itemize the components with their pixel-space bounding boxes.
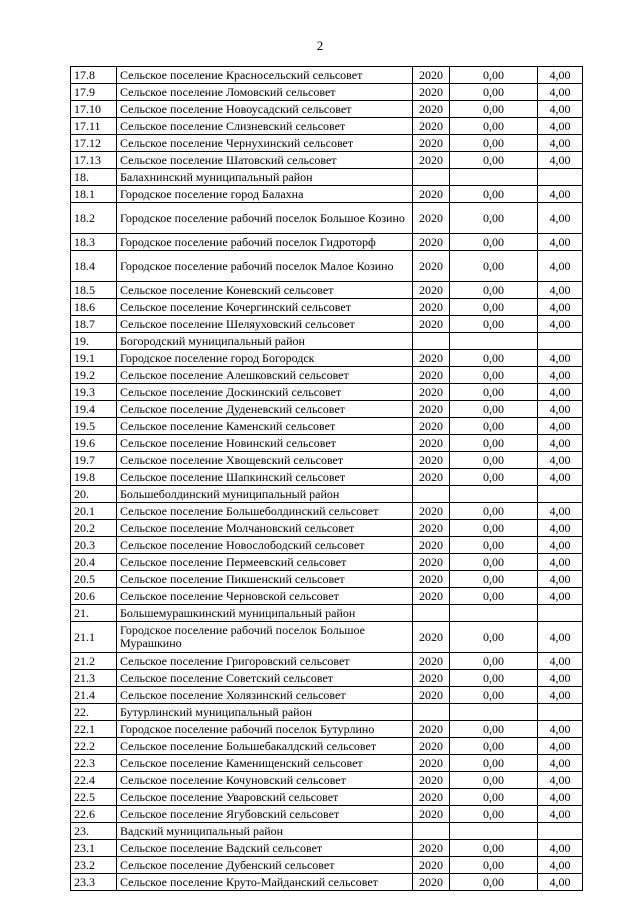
value-2-cell: 4,00 [538, 520, 583, 537]
value-1-cell: 0,00 [450, 554, 538, 571]
value-1-cell: 0,00 [450, 503, 538, 520]
row-number-cell: 20.5 [71, 571, 117, 588]
table-row [71, 588, 583, 605]
row-number-cell: 22.4 [71, 772, 117, 789]
year-cell: 2020 [413, 367, 450, 384]
value-1-cell: 0,00 [450, 251, 538, 282]
table-row [71, 670, 583, 687]
value-2-cell: 4,00 [538, 738, 583, 755]
table-row [71, 755, 583, 772]
table-row [71, 452, 583, 469]
settlement-name-cell: Сельское поселение Каменский сельсовет [117, 418, 413, 435]
value-1-cell: 0,00 [450, 452, 538, 469]
year-cell [413, 605, 450, 622]
settlement-name-cell: Сельское поселение Советский сельсовет [117, 670, 413, 687]
table-row [71, 135, 583, 152]
year-cell: 2020 [413, 67, 450, 84]
settlement-name-cell: Сельское поселение Вадский сельсовет [117, 840, 413, 857]
settlement-name-cell: Балахнинский муниципальный район [117, 169, 413, 186]
table-row [71, 520, 583, 537]
value-1-cell: 0,00 [450, 653, 538, 670]
value-1-cell [450, 704, 538, 721]
year-cell: 2020 [413, 571, 450, 588]
table-row [71, 823, 583, 840]
settlements-table [70, 66, 583, 891]
year-cell: 2020 [413, 721, 450, 738]
table-row [71, 503, 583, 520]
row-number-cell: 21.1 [71, 622, 117, 653]
row-number-cell: 23.2 [71, 857, 117, 874]
settlement-name-cell: Сельское поселение Слизневский сельсовет [117, 118, 413, 135]
row-number-cell: 19.8 [71, 469, 117, 486]
value-2-cell: 4,00 [538, 435, 583, 452]
year-cell: 2020 [413, 452, 450, 469]
table-row [71, 687, 583, 704]
year-cell: 2020 [413, 687, 450, 704]
row-number-cell: 18. [71, 169, 117, 186]
settlement-name-cell: Сельское поселение Большеболдинский сельсовет [117, 503, 413, 520]
settlement-name-cell: Городское поселение город Балахна [117, 186, 413, 203]
year-cell [413, 823, 450, 840]
row-number-cell: 20.4 [71, 554, 117, 571]
value-1-cell: 0,00 [450, 203, 538, 234]
row-number-cell: 18.2 [71, 203, 117, 234]
row-number-cell: 18.7 [71, 316, 117, 333]
value-1-cell: 0,00 [450, 234, 538, 251]
row-number-cell: 22.1 [71, 721, 117, 738]
row-number-cell: 19.2 [71, 367, 117, 384]
year-cell: 2020 [413, 537, 450, 554]
year-cell: 2020 [413, 840, 450, 857]
row-number-cell: 18.3 [71, 234, 117, 251]
value-1-cell: 0,00 [450, 755, 538, 772]
value-1-cell: 0,00 [450, 350, 538, 367]
settlement-name-cell: Сельское поселение Чернухинский сельсовет [117, 135, 413, 152]
settlement-name-cell: Сельское поселение Алешковский сельсовет [117, 367, 413, 384]
settlement-name-cell: Сельское поселение Кочергинский сельсовет [117, 299, 413, 316]
value-1-cell: 0,00 [450, 101, 538, 118]
year-cell: 2020 [413, 282, 450, 299]
value-1-cell: 0,00 [450, 857, 538, 874]
settlement-name-cell: Сельское поселение Григоровский сельсовет [117, 653, 413, 670]
year-cell: 2020 [413, 118, 450, 135]
value-1-cell: 0,00 [450, 840, 538, 857]
year-cell: 2020 [413, 520, 450, 537]
value-1-cell: 0,00 [450, 67, 538, 84]
table-row [71, 152, 583, 169]
year-cell: 2020 [413, 203, 450, 234]
table-row [71, 653, 583, 670]
year-cell [413, 486, 450, 503]
settlement-name-cell: Сельское поселение Пикшенский сельсовет [117, 571, 413, 588]
value-1-cell: 0,00 [450, 571, 538, 588]
value-1-cell: 0,00 [450, 186, 538, 203]
row-number-cell: 22. [71, 704, 117, 721]
row-number-cell: 20.3 [71, 537, 117, 554]
year-cell: 2020 [413, 738, 450, 755]
value-1-cell: 0,00 [450, 738, 538, 755]
row-number-cell: 17.8 [71, 67, 117, 84]
year-cell: 2020 [413, 554, 450, 571]
settlement-name-cell: Вадский муниципальный район [117, 823, 413, 840]
settlement-name-cell: Сельское поселение Шапкинский сельсовет [117, 469, 413, 486]
value-2-cell: 4,00 [538, 418, 583, 435]
row-number-cell: 20. [71, 486, 117, 503]
settlement-name-cell: Сельское поселение Черновской сельсовет [117, 588, 413, 605]
value-1-cell: 0,00 [450, 135, 538, 152]
value-2-cell: 4,00 [538, 282, 583, 299]
value-2-cell: 4,00 [538, 687, 583, 704]
row-number-cell: 20.2 [71, 520, 117, 537]
value-1-cell: 0,00 [450, 806, 538, 823]
table-row [71, 874, 583, 891]
year-cell [413, 333, 450, 350]
year-cell: 2020 [413, 251, 450, 282]
row-number-cell: 17.11 [71, 118, 117, 135]
year-cell: 2020 [413, 135, 450, 152]
table-row [71, 571, 583, 588]
year-cell: 2020 [413, 653, 450, 670]
value-2-cell: 4,00 [538, 806, 583, 823]
table-row [71, 401, 583, 418]
year-cell: 2020 [413, 588, 450, 605]
value-2-cell: 4,00 [538, 653, 583, 670]
year-cell: 2020 [413, 622, 450, 653]
row-number-cell: 19.1 [71, 350, 117, 367]
year-cell: 2020 [413, 857, 450, 874]
value-2-cell [538, 486, 583, 503]
value-1-cell: 0,00 [450, 152, 538, 169]
row-number-cell: 21. [71, 605, 117, 622]
row-number-cell: 23.1 [71, 840, 117, 857]
value-1-cell: 0,00 [450, 622, 538, 653]
settlement-name-cell: Городское поселение город Богородск [117, 350, 413, 367]
row-number-cell: 19.4 [71, 401, 117, 418]
page-number: 2 [316, 38, 324, 53]
year-cell: 2020 [413, 152, 450, 169]
value-1-cell: 0,00 [450, 435, 538, 452]
value-1-cell: 0,00 [450, 282, 538, 299]
row-number-cell: 22.6 [71, 806, 117, 823]
value-1-cell: 0,00 [450, 520, 538, 537]
settlement-name-cell: Сельское поселение Холязинский сельсовет [117, 687, 413, 704]
value-1-cell [450, 823, 538, 840]
value-2-cell: 4,00 [538, 874, 583, 891]
value-2-cell: 4,00 [538, 571, 583, 588]
row-number-cell: 21.4 [71, 687, 117, 704]
table-row [71, 857, 583, 874]
value-2-cell: 4,00 [538, 452, 583, 469]
value-2-cell: 4,00 [538, 135, 583, 152]
table-row [71, 203, 583, 234]
row-number-cell: 17.13 [71, 152, 117, 169]
value-2-cell: 4,00 [538, 554, 583, 571]
value-1-cell: 0,00 [450, 418, 538, 435]
table-row [71, 101, 583, 118]
value-2-cell: 4,00 [538, 622, 583, 653]
value-2-cell: 4,00 [538, 469, 583, 486]
value-2-cell: 4,00 [538, 857, 583, 874]
year-cell: 2020 [413, 772, 450, 789]
table-row [71, 704, 583, 721]
row-number-cell: 22.5 [71, 789, 117, 806]
year-cell: 2020 [413, 418, 450, 435]
settlement-name-cell: Сельское поселение Большебакалдский сельсовет [117, 738, 413, 755]
value-2-cell: 4,00 [538, 537, 583, 554]
table-row [71, 554, 583, 571]
value-2-cell [538, 823, 583, 840]
settlement-name-cell: Сельское поселение Коневский сельсовет [117, 282, 413, 299]
table-row [71, 840, 583, 857]
value-2-cell: 4,00 [538, 299, 583, 316]
table-row [71, 118, 583, 135]
value-1-cell: 0,00 [450, 316, 538, 333]
value-2-cell: 4,00 [538, 670, 583, 687]
table-row [71, 384, 583, 401]
value-2-cell: 4,00 [538, 101, 583, 118]
row-number-cell: 20.1 [71, 503, 117, 520]
settlement-name-cell: Сельское поселение Новослободский сельсовет [117, 537, 413, 554]
table-row [71, 316, 583, 333]
row-number-cell: 18.5 [71, 282, 117, 299]
settlement-name-cell: Сельское поселение Каменищенский сельсовет [117, 755, 413, 772]
value-1-cell [450, 169, 538, 186]
value-1-cell: 0,00 [450, 789, 538, 806]
settlement-name-cell: Сельское поселение Шатовский сельсовет [117, 152, 413, 169]
row-number-cell: 21.3 [71, 670, 117, 687]
value-1-cell: 0,00 [450, 469, 538, 486]
value-1-cell: 0,00 [450, 84, 538, 101]
value-1-cell: 0,00 [450, 687, 538, 704]
value-1-cell: 0,00 [450, 299, 538, 316]
value-2-cell: 4,00 [538, 503, 583, 520]
value-2-cell: 4,00 [538, 251, 583, 282]
row-number-cell: 22.2 [71, 738, 117, 755]
row-number-cell: 18.1 [71, 186, 117, 203]
row-number-cell: 19.3 [71, 384, 117, 401]
value-1-cell: 0,00 [450, 367, 538, 384]
table-row [71, 605, 583, 622]
table-row [71, 282, 583, 299]
value-1-cell: 0,00 [450, 401, 538, 418]
row-number-cell: 23.3 [71, 874, 117, 891]
table-body [71, 67, 583, 891]
year-cell: 2020 [413, 874, 450, 891]
row-number-cell: 17.10 [71, 101, 117, 118]
value-1-cell [450, 605, 538, 622]
table-row [71, 84, 583, 101]
year-cell: 2020 [413, 469, 450, 486]
row-number-cell: 17.9 [71, 84, 117, 101]
value-1-cell: 0,00 [450, 772, 538, 789]
value-1-cell: 0,00 [450, 118, 538, 135]
settlement-name-cell: Городское поселение рабочий поселок Гидроторф [117, 234, 413, 251]
table-row [71, 537, 583, 554]
year-cell: 2020 [413, 101, 450, 118]
row-number-cell: 19.6 [71, 435, 117, 452]
year-cell: 2020 [413, 234, 450, 251]
settlement-name-cell: Сельское поселение Ломовский сельсовет [117, 84, 413, 101]
row-number-cell: 18.4 [71, 251, 117, 282]
year-cell: 2020 [413, 316, 450, 333]
row-number-cell: 17.12 [71, 135, 117, 152]
value-2-cell: 4,00 [538, 588, 583, 605]
value-2-cell: 4,00 [538, 67, 583, 84]
settlement-name-cell: Сельское поселение Доскинский сельсовет [117, 384, 413, 401]
value-2-cell: 4,00 [538, 384, 583, 401]
value-2-cell: 4,00 [538, 350, 583, 367]
settlement-name-cell: Большеболдинский муниципальный район [117, 486, 413, 503]
table-row [71, 469, 583, 486]
value-1-cell: 0,00 [450, 721, 538, 738]
table-row [71, 721, 583, 738]
table-row [71, 806, 583, 823]
table-row [71, 738, 583, 755]
value-2-cell: 4,00 [538, 789, 583, 806]
year-cell: 2020 [413, 670, 450, 687]
settlement-name-cell: Сельское поселение Ягубовский сельсовет [117, 806, 413, 823]
value-2-cell [538, 704, 583, 721]
year-cell: 2020 [413, 84, 450, 101]
value-1-cell: 0,00 [450, 588, 538, 605]
table-row [71, 418, 583, 435]
value-2-cell: 4,00 [538, 84, 583, 101]
value-2-cell: 4,00 [538, 721, 583, 738]
value-2-cell: 4,00 [538, 152, 583, 169]
value-2-cell: 4,00 [538, 316, 583, 333]
value-2-cell: 4,00 [538, 118, 583, 135]
value-2-cell [538, 333, 583, 350]
settlement-name-cell: Сельское поселение Дуденевский сельсовет [117, 401, 413, 418]
year-cell: 2020 [413, 755, 450, 772]
table-row [71, 299, 583, 316]
table-row [71, 789, 583, 806]
table-row [71, 435, 583, 452]
year-cell: 2020 [413, 789, 450, 806]
value-2-cell: 4,00 [538, 755, 583, 772]
table-row [71, 67, 583, 84]
value-2-cell: 4,00 [538, 840, 583, 857]
value-2-cell: 4,00 [538, 367, 583, 384]
settlement-name-cell: Городское поселение рабочий поселок Большое Мурашкино [117, 622, 413, 653]
settlement-name-cell: Сельское поселение Молчановский сельсовет [117, 520, 413, 537]
settlement-name-cell: Сельское поселение Новинский сельсовет [117, 435, 413, 452]
row-number-cell: 19.5 [71, 418, 117, 435]
table-row [71, 772, 583, 789]
table-row [71, 186, 583, 203]
year-cell: 2020 [413, 435, 450, 452]
settlement-name-cell: Сельское поселение Круто-Майданский сельсовет [117, 874, 413, 891]
value-2-cell [538, 169, 583, 186]
settlement-name-cell: Сельское поселение Кочуновский сельсовет [117, 772, 413, 789]
value-2-cell [538, 605, 583, 622]
table-row [71, 486, 583, 503]
value-2-cell: 4,00 [538, 234, 583, 251]
year-cell: 2020 [413, 186, 450, 203]
row-number-cell: 18.6 [71, 299, 117, 316]
value-1-cell: 0,00 [450, 384, 538, 401]
year-cell: 2020 [413, 299, 450, 316]
value-1-cell: 0,00 [450, 670, 538, 687]
row-number-cell: 23. [71, 823, 117, 840]
settlement-name-cell: Сельское поселение Хвощевский сельсовет [117, 452, 413, 469]
settlement-name-cell: Сельское поселение Новоусадский сельсовет [117, 101, 413, 118]
value-2-cell: 4,00 [538, 203, 583, 234]
row-number-cell: 21.2 [71, 653, 117, 670]
settlement-name-cell: Сельское поселение Уваровский сельсовет [117, 789, 413, 806]
table-row [71, 367, 583, 384]
year-cell [413, 169, 450, 186]
year-cell: 2020 [413, 806, 450, 823]
value-1-cell [450, 333, 538, 350]
settlement-name-cell: Сельское поселение Дубенский сельсовет [117, 857, 413, 874]
value-2-cell: 4,00 [538, 772, 583, 789]
settlement-name-cell: Городское поселение рабочий поселок Бутурлино [117, 721, 413, 738]
table-row [71, 234, 583, 251]
table-row [71, 622, 583, 653]
settlement-name-cell: Большемурашкинский муниципальный район [117, 605, 413, 622]
year-cell: 2020 [413, 384, 450, 401]
settlement-name-cell: Городское поселение рабочий поселок Большое Козино [117, 203, 413, 234]
settlement-name-cell: Городское поселение рабочий поселок Малое Козино [117, 251, 413, 282]
row-number-cell: 19. [71, 333, 117, 350]
row-number-cell: 19.7 [71, 452, 117, 469]
value-2-cell: 4,00 [538, 186, 583, 203]
table-row [71, 333, 583, 350]
settlement-name-cell: Богородский муниципальный район [117, 333, 413, 350]
row-number-cell: 20.6 [71, 588, 117, 605]
year-cell: 2020 [413, 401, 450, 418]
value-1-cell [450, 486, 538, 503]
settlement-name-cell: Бутурлинский муниципальный район [117, 704, 413, 721]
year-cell [413, 704, 450, 721]
row-number-cell: 22.3 [71, 755, 117, 772]
table-row [71, 350, 583, 367]
settlement-name-cell: Сельское поселение Пермеевский сельсовет [117, 554, 413, 571]
year-cell: 2020 [413, 503, 450, 520]
value-2-cell: 4,00 [538, 401, 583, 418]
value-1-cell: 0,00 [450, 874, 538, 891]
value-1-cell: 0,00 [450, 537, 538, 554]
settlement-name-cell: Сельское поселение Шеляуховский сельсовет [117, 316, 413, 333]
table-row [71, 251, 583, 282]
year-cell: 2020 [413, 350, 450, 367]
settlement-name-cell: Сельское поселение Красносельский сельсовет [117, 67, 413, 84]
table-row [71, 169, 583, 186]
